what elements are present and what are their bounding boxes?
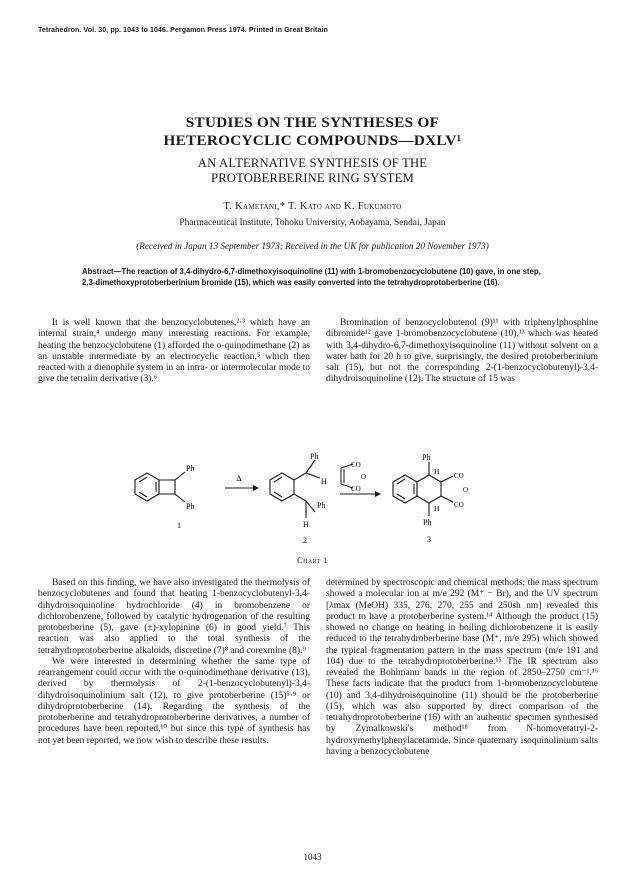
paper-subtitle: [0, 156, 625, 186]
paper-title: [0, 114, 625, 150]
co-label-a: CO: [351, 461, 361, 469]
column-1-bottom: [38, 578, 310, 747]
abstract-text: —The reaction of 3,4-dihydro-6,7-dimethoxyisoquinoline (11) with 1-bromobenzocyclobutene (10) gave, in one step, 2,3-dimethoxyprotoberberinium bromide (15), which was easily converted into the tetrahydroprotoberberine (16).: [82, 267, 541, 288]
thermolysis-paragraph: Based on this finding, we have also investigated the thermolysis of benzocyclobutenes and found that heating 1-benzocyclobutenyl-3,4-dihydroisoquinoline hydrochloride (4) in bromobenzene or dichlorobenzene, followed by catalytic hydrogenation of the resulting protoberberine (5), gave (±)-xylopinine (6) in good yield.⁷ This reaction was also applied to the total synthesis of the tetrahydroprotoberberine alkaloids, discretine (7)⁸ and corexmine (8).⁹: [38, 578, 310, 656]
ph-label-3b: Ph: [423, 518, 432, 527]
abstract: [82, 266, 552, 288]
bromination-paragraph: Bromination of benzocyclobutenol (9)¹¹ with triphenylphosphine dibromide¹² gave 1-bromobenzocyclobutene (10),¹³ which was heated with 3,4-dihydro-6,7-dimethoxyisoquinoline (11) without solvent on a water bath for 20 h to give, surprisingly, the desired protoberberinium salt (15), but not the corresponding 2-(1-benzocyclobutenyl)-3,4-dihydroisoquinoline (12). The structure of 15 was: [326, 318, 598, 385]
journal-citation: Tetrahedron. Vol. 30, pp. 1043 to 1046. Pergamon Press 1974. Printed in Great Britain: [38, 27, 328, 34]
arrow-head-1: [253, 485, 259, 491]
subtitle-line-1: AN ALTERNATIVE SYNTHESIS OF THE: [197, 156, 428, 170]
h-label-3b: H: [434, 504, 440, 513]
o-label-a: O: [361, 473, 367, 481]
authors: T. Kametani,* T. Kato and K. Fukumoto: [223, 201, 402, 212]
spectroscopy-paragraph: determined by spectroscopic and chemical methods; the mass spectrum showed a molecular ion at m/e 292 (M⁺ − Br), and the UV spectrum [λmax (MeOH) 335, 276, 270, 255 and 250sh nm] revealed this product to have a protoberberine system.¹⁴ Although the product (15) showed no change on heating in boiling dichlorobenzene it is easily reduced to the tetrahydroberberine base (M⁺, m/e 295) which showed the typical fragmentation pattern in the mass spectrum (m/e 191 and 104) due to the tetrahydroprotoberberine.¹⁵ The IR spectrum also revealed the Bohlmann bands in the region of 2850–2750 cm⁻¹.¹⁶ These facts indicate that the product from 1-bromobenzocyclobutene (10) and 3,4-dihydroisoquinoline (11) should be the protoberberine (15), which was also supported by direct comparison of the tetrahydroprotoberberine (16) with an authentic specimen synthesised by Zymalkowski's method¹⁸ from N-homovetatryl-2-hydroxymethylphenylacetamide. Since quaternary isoquinolinium salts having a benzocyclobutene: [326, 578, 598, 757]
ph-label-3a: Ph: [422, 453, 431, 462]
compound-1-structure: [135, 472, 185, 502]
title-line-2: HETEROCYCLIC COMPOUNDS—DXLV¹: [163, 132, 462, 149]
rearrangement-paragraph: We were interested in determining whether the same type of rearrangement could occur with the o-quinodimethane derivative (13), derived by thermolysis of 2-(1-benzocyclobutenyl)-3,4-dihydroisoquinolinium salt (12), to give protoberberine (15)⁵·⁹ or dihydroprotoberberine (14). Regarding the synthesis of the protoberberine and tetrahydroprotoberberine derivatives, a number of procedures have been reported,¹⁰ but since this type of synthesis has not yet been reported, we now wish to describe these results.: [38, 656, 310, 746]
compound-2-label: 2: [303, 536, 307, 545]
compound-3-structure: [393, 462, 453, 516]
page-number: 1043: [303, 852, 322, 862]
ph-label-1b: Ph: [186, 502, 195, 511]
chart-caption: Chart 1: [297, 555, 328, 565]
co-label-c: CO: [454, 472, 464, 480]
ph-label-1a: Ph: [186, 464, 195, 473]
intro-paragraph: It is well known that the benzocyclobutenes,²·³ which have an internal strain,⁴ undergo many interesting reactions. For example, heating the benzocyclobutene (1) afforded the o-quinodimethane (2) as an unstable intermediate by an electrocyclic reaction,⁵ which then reacted with a dienophile system in an intra- or intermolecular mode to give the tetralin derivative (3).⁶: [38, 318, 310, 385]
arrow-head-2: [375, 491, 381, 497]
h-label-2b: H: [303, 520, 309, 529]
reaction-scheme: [125, 450, 565, 550]
compound-2-structure: [270, 460, 320, 518]
compound-1-label: 1: [177, 521, 181, 530]
compound-3-label: 3: [427, 535, 431, 544]
h-label-2a: H: [321, 477, 327, 486]
column-1-top: [38, 318, 310, 386]
co-label-d: CO: [454, 501, 464, 509]
h-label-3a: H: [434, 467, 440, 476]
ph-label-2b: Ph: [317, 501, 326, 510]
column-2-bottom: [326, 578, 598, 758]
co-label-b: CO: [351, 485, 361, 493]
received-dates: (Received in Japan 13 September 1973; Received in the UK for publication 20 November 1973): [136, 241, 489, 251]
institution: Pharmaceutical Institute, Tohoku University, Aobayama, Sendai, Japan: [179, 218, 446, 228]
ph-label-2a: Ph: [310, 452, 319, 461]
abstract-label: Abstract: [82, 267, 114, 276]
subtitle-line-2: PROTOBERBERINE RING SYSTEM: [211, 171, 414, 185]
title-line-1: STUDIES ON THE SYNTHESES OF: [185, 114, 440, 131]
o-label-b: O: [463, 486, 469, 494]
column-2-top: [326, 318, 598, 386]
heat-label: Δ: [236, 474, 242, 483]
